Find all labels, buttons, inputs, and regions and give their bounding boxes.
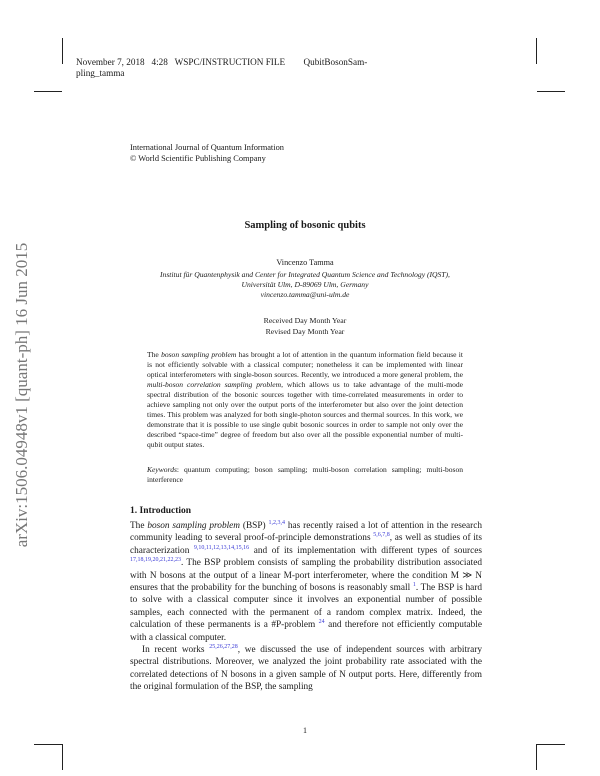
paragraph: In recent works $^{25,26,27,28}$, we discussed the use of independent sources with arbitrary spectral distributions. Moreover, we analyzed the joint probability rate associated with the correlated detections of N bosons in a given sample of N output ports. Here, differently from the original formulation of the BSP, the sampling: [130, 643, 482, 693]
abstract-term: boson sampling problem: [161, 350, 237, 359]
paper-title: Sampling of bosonic qubits: [244, 220, 366, 231]
crop-mark: [536, 38, 537, 64]
publisher: © World Scientific Publishing Company: [130, 154, 266, 163]
running-header: [76, 57, 466, 79]
abstract: The boson sampling problem has brought a lot of attention in the quantum information field because it is not efficiently solvable with a classical computer; nonetheless it can be implemented with linear optical interferometers with single-boson sources. Recently, we introduced a more general problem, the multi-boson correlation sampling problem, which allows us to take advantage of the multi-mode spectral distribution of the bosonic sources together with time-correlated measurements in order to achieve sampling not only over the output ports of the interferometer but also over the joint detection times. This problem was analyzed for both single-photon sources and thermal sources. In this work, we demonstrate that it is possible to use single qubit bosonic sources in order to sample not only over the described “space-time” degree of freedom but also over all the possible exponential number of multi-qubit output states.: [147, 350, 463, 449]
submission-dates: [110, 316, 500, 337]
affiliation-line-1: Institut für Quantenphysik and Center for Integrated Quantum Science and Technology (IQST),: [160, 270, 450, 279]
arxiv-stamp-container: [0, 200, 44, 590]
running-header-line-1: November 7, 2018 4:28 WSPC/INSTRUCTION FILE QubitBosonSam-: [76, 57, 368, 67]
journal-name: International Journal of Quantum Information: [130, 143, 284, 152]
crop-mark: [536, 744, 537, 770]
citation-link[interactable]: 1: [412, 581, 416, 588]
affiliation-line-2: Universität Ulm, D-89069 Ulm, Germany: [241, 280, 369, 289]
crop-mark: [537, 744, 565, 745]
journal-info: [130, 142, 284, 164]
arxiv-stamp: arXiv:1506.04948v1 [quant-ph] 16 Jun 2015: [12, 242, 31, 548]
citation-link[interactable]: 17,18,19,20,21,22,23: [130, 557, 181, 564]
keywords: [147, 465, 463, 485]
page-number: 1: [303, 726, 307, 735]
author-email: vincenzo.tamma@uni-ulm.de: [260, 290, 350, 299]
keywords-label: Keywords: [147, 465, 177, 474]
citation-link[interactable]: 1,2,3,4: [268, 519, 285, 526]
citation-link[interactable]: 24: [318, 619, 325, 626]
running-header-line-2: pling_tamma: [76, 68, 125, 78]
citation-link[interactable]: 9,10,11,12,13,14,15,16: [193, 544, 250, 551]
revised-date: Revised Day Month Year: [265, 326, 345, 336]
crop-mark: [34, 91, 62, 92]
introduction-body: [130, 520, 482, 694]
crop-mark: [62, 38, 63, 64]
author-name: Vincenzo Tamma: [276, 258, 334, 267]
abstract-term: multi-boson correlation sampling problem: [147, 380, 282, 389]
citation-link[interactable]: 5,6,7,8: [373, 532, 390, 539]
affiliation: [110, 270, 500, 300]
citation-link[interactable]: 25,26,27,28: [209, 643, 238, 650]
crop-mark: [537, 91, 565, 92]
paragraph: The boson sampling problem (BSP) $^{1,2,3,4}$ has recently raised a lot of attention in the research community leading to several proof-of-principle demonstrations $^{5,6,7,8}$, as well as studies of its characterization $^{9,10,11,12,13,14,15,16}$ and of its implementation with different types of sources $^{17,18,19,20,21,22,23}$. The BSP problem consists of sampling the probability distribution associated with N bosons at the output of a linear M-port interferometer, where the condition M ≫ N ensures that the probability for the bunching of bosons is reasonably small $^1$. The BSP is hard to solve with a classical computer since it involves an exponential number of possible samples, each connected with the permanent of a random complex matrix. Indeed, the calculation of these permanents is a #P-problem $^{24}$ and therefore not efficiently computable with a classical computer.: [130, 519, 483, 643]
keywords-text: : quantum computing; boson sampling; multi-boson correlation sampling; multi-boson interference: [147, 465, 463, 484]
crop-mark: [62, 744, 63, 770]
crop-mark: [34, 744, 62, 745]
received-date: Received Day Month Year: [263, 316, 347, 325]
section-heading: 1. Introduction: [130, 506, 192, 516]
